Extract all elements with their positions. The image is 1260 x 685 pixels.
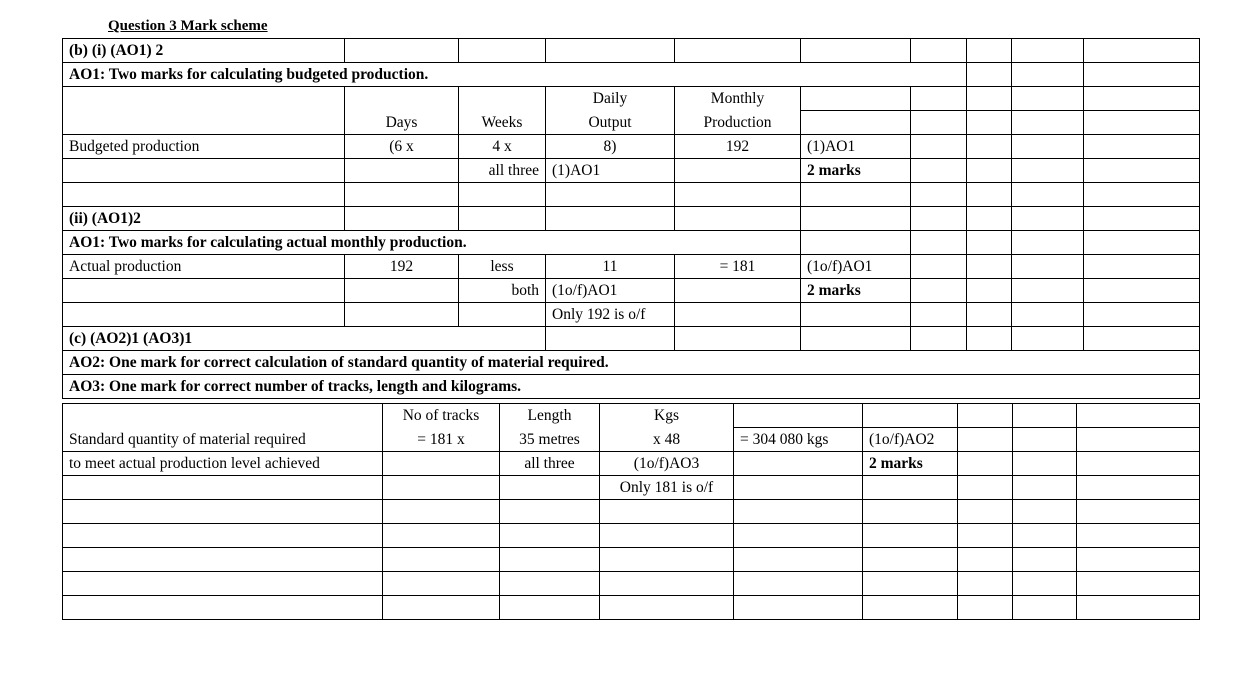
table-row [63, 63, 1200, 87]
table-row [63, 39, 1200, 63]
table-row [63, 351, 1200, 375]
days-value: (6 x [345, 135, 459, 159]
header-output: Output [546, 111, 675, 135]
tracks-value: = 181 x [383, 428, 500, 452]
table-row [63, 207, 1200, 231]
standard-quantity-label-1: Standard quantity of material required [63, 428, 383, 452]
table-row [63, 452, 1200, 476]
monthly-value: 192 [675, 135, 801, 159]
only-192-note: Only 192 is o/f [546, 303, 675, 327]
part-c-label: (c) (AO2)1 (AO3)1 [63, 327, 459, 351]
length-value: 35 metres [500, 428, 600, 452]
header-no-of-tracks: No of tracks [383, 404, 500, 428]
mark-ao2: (1o/f)AO2 [863, 428, 958, 452]
table-row [63, 500, 1200, 524]
part-ii-ao1-title: AO1: Two marks for calculating actual monthly production. [63, 231, 675, 255]
mark-ao1-of: (1o/f)AO1 [801, 255, 911, 279]
part-c-ao3-title: AO3: One mark for correct number of tracks, length and kilograms. [63, 375, 1200, 399]
mark-ao3: (1o/f)AO3 [600, 452, 734, 476]
mark-ao1: (1)AO1 [801, 135, 911, 159]
actual-production-label: Actual production [63, 255, 345, 279]
header-production: Production [675, 111, 801, 135]
header-monthly: Monthly [675, 87, 801, 111]
part-ii-label: (ii) (AO1)2 [63, 207, 345, 231]
table-row [63, 111, 1200, 135]
kgs-value: x 48 [600, 428, 734, 452]
table-row [63, 231, 1200, 255]
standard-quantity-label-2: to meet actual production level achieved [63, 452, 383, 476]
header-kgs: Kgs [600, 404, 734, 428]
all-three-label-c: all three [500, 452, 600, 476]
table-row [63, 87, 1200, 111]
header-weeks: Weeks [459, 111, 546, 135]
part-b-i-label: (b) (i) (AO1) 2 [63, 39, 345, 63]
only-181-note: Only 181 is o/f [600, 476, 734, 500]
marks-total-c: 2 marks [863, 452, 958, 476]
table-row [63, 159, 1200, 183]
table-row [63, 279, 1200, 303]
part-b-ao1-title: AO1: Two marks for calculating budgeted production. [63, 63, 911, 87]
part-c-ao2-title: AO2: One mark for correct calculation of standard quantity of material required. [63, 351, 1200, 375]
table-row [63, 548, 1200, 572]
weeks-value: 4 x [459, 135, 546, 159]
result-181: = 181 [675, 255, 801, 279]
result-kgs: = 304 080 kgs [734, 428, 863, 452]
mark-scheme-table-upper [62, 38, 1200, 399]
mark-ao1-both: (1o/f)AO1 [546, 279, 675, 303]
budgeted-production-label: Budgeted production [63, 135, 345, 159]
header-daily: Daily [546, 87, 675, 111]
table-row [63, 135, 1200, 159]
value-11: 11 [546, 255, 675, 279]
table-row [63, 183, 1200, 207]
output-value: 8) [546, 135, 675, 159]
value-192: 192 [345, 255, 459, 279]
table-row [63, 327, 1200, 351]
marks-total-b: 2 marks [801, 159, 911, 183]
mark-ao1-all: (1)AO1 [546, 159, 675, 183]
table-row [63, 375, 1200, 399]
table-row [63, 428, 1200, 452]
table-row [63, 572, 1200, 596]
table-row [63, 596, 1200, 620]
mark-scheme-table-lower [62, 403, 1200, 620]
header-length: Length [500, 404, 600, 428]
marks-total-ii: 2 marks [801, 279, 911, 303]
table-row [63, 303, 1200, 327]
both-label: both [459, 279, 546, 303]
table-row [63, 255, 1200, 279]
table-row [63, 476, 1200, 500]
less-label: less [459, 255, 546, 279]
table-row [63, 404, 1200, 428]
header-days: Days [345, 111, 459, 135]
mark-scheme-heading: Question 3 Mark scheme [108, 18, 268, 34]
all-three-label: all three [459, 159, 546, 183]
table-row [63, 524, 1200, 548]
